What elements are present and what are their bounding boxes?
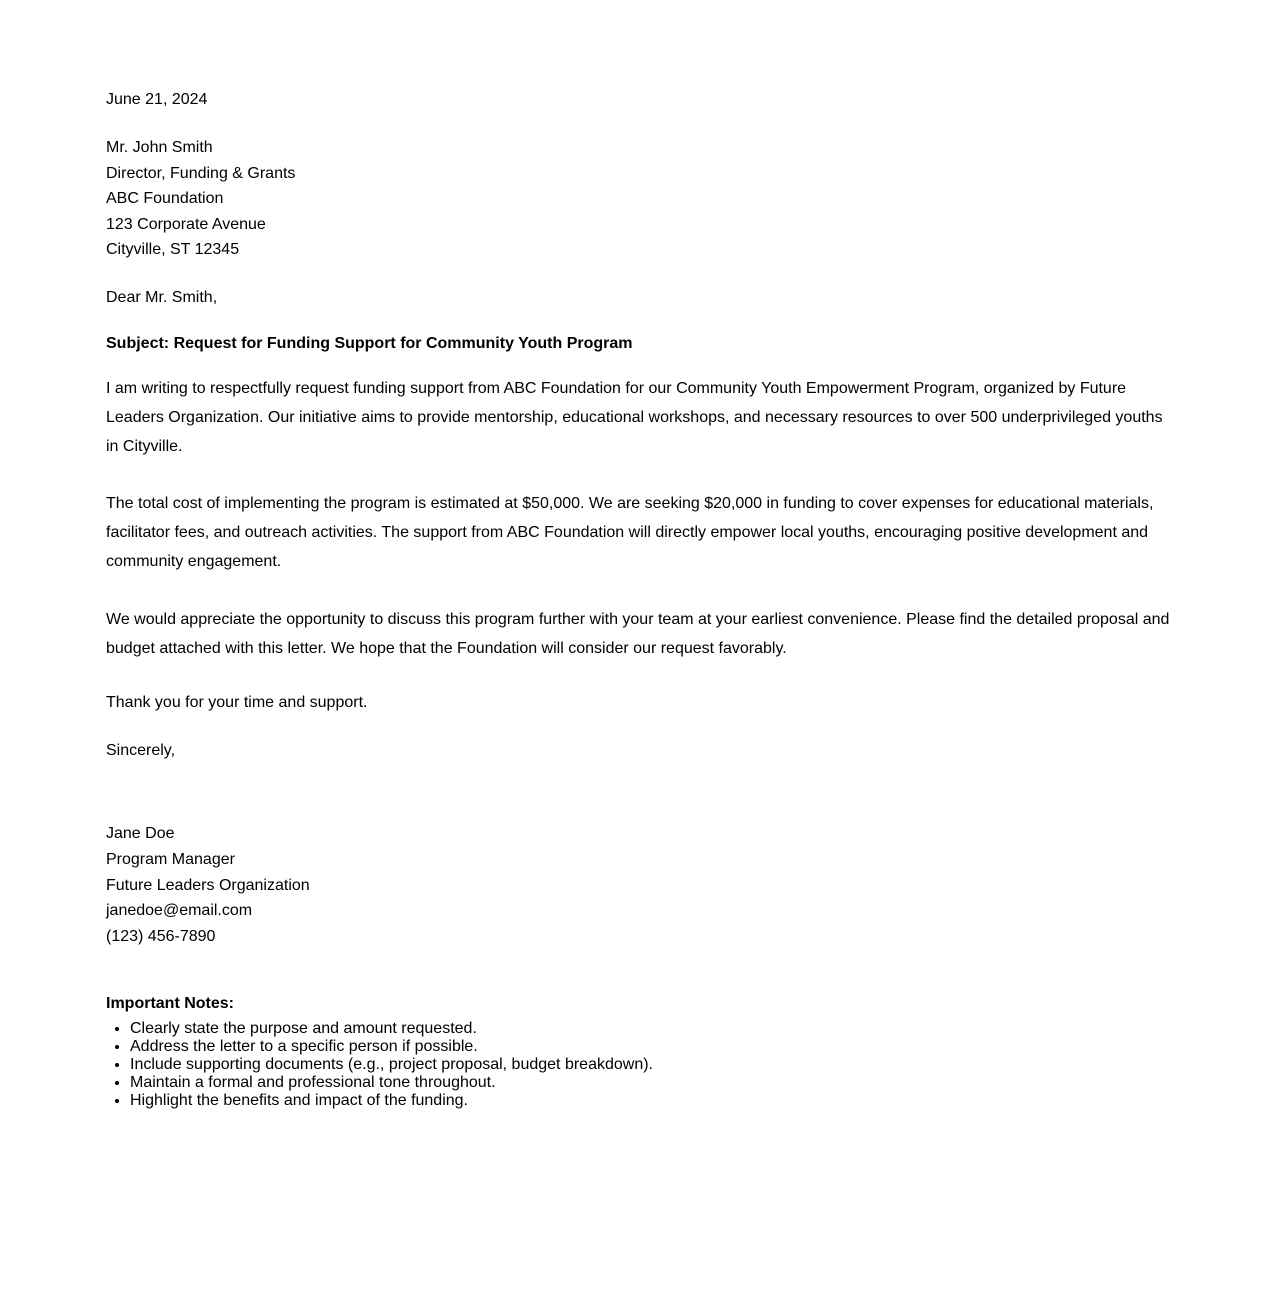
sender-title: Program Manager	[106, 850, 235, 868]
notes-list	[106, 1020, 1176, 1110]
notes-heading: Important Notes:	[106, 995, 234, 1013]
recipient-title: Director, Funding & Grants	[106, 164, 296, 182]
letter-date: June 21, 2024	[106, 91, 208, 108]
body-paragraph-request: I am writing to respectfully request funding support from ABC Foundation for our Community Youth Empowerment Program, organized by Future Leaders Organization. Our initiative aims to provide mentorship, educational workshops, and necessary resources to over 500 underprivileged youths in Cityville.	[106, 379, 1163, 455]
list-item: • Maintain a formal and professional tone throughout.	[130, 1074, 1176, 1092]
salutation: Dear Mr. Smith,	[106, 288, 218, 306]
closing: Sincerely,	[106, 742, 176, 760]
recipient-address-block	[106, 135, 1176, 263]
subject-line: Subject: Request for Funding Support for Community Youth Program	[106, 334, 633, 352]
list-item: • Address the letter to a specific person if possible.	[130, 1038, 1176, 1056]
important-notes-section	[106, 993, 1176, 1110]
signature-block	[106, 821, 1176, 949]
recipient-organization: ABC Foundation	[106, 190, 224, 208]
sender-email: janedoe@email.com	[106, 902, 253, 920]
body-paragraph-follow-up: We would appreciate the opportunity to discuss this program further with your team at your earliest convenience. Please find the detailed proposal and budget attached with this letter. We hope that the Foundation will consider our request favorably.	[106, 610, 1170, 657]
thanks-line: Thank you for your time and support.	[106, 694, 368, 712]
sender-organization: Future Leaders Organization	[106, 876, 310, 894]
body-paragraph-budget: The total cost of implementing the program is estimated at $50,000. We are seeking $20,000 in funding to cover expenses for educational materials, facilitator fees, and outreach activities. The support from ABC Foundation will directly empower local youths, encouraging positive development and community engagement.	[106, 495, 1154, 570]
sender-name: Jane Doe	[106, 825, 175, 843]
list-item: • Clearly state the purpose and amount requested.	[130, 1020, 1176, 1038]
funding-request-letter	[106, 89, 1176, 1110]
list-item: • Include supporting documents (e.g., project proposal, budget breakdown).	[130, 1056, 1176, 1074]
recipient-address-line-2: Cityville, ST 12345	[106, 241, 240, 259]
recipient-name: Mr. John Smith	[106, 139, 213, 156]
sender-phone: (123) 456-7890	[106, 927, 216, 945]
list-item: • Highlight the benefits and impact of the funding.	[130, 1092, 1176, 1110]
recipient-address-line-1: 123 Corporate Avenue	[106, 215, 266, 233]
